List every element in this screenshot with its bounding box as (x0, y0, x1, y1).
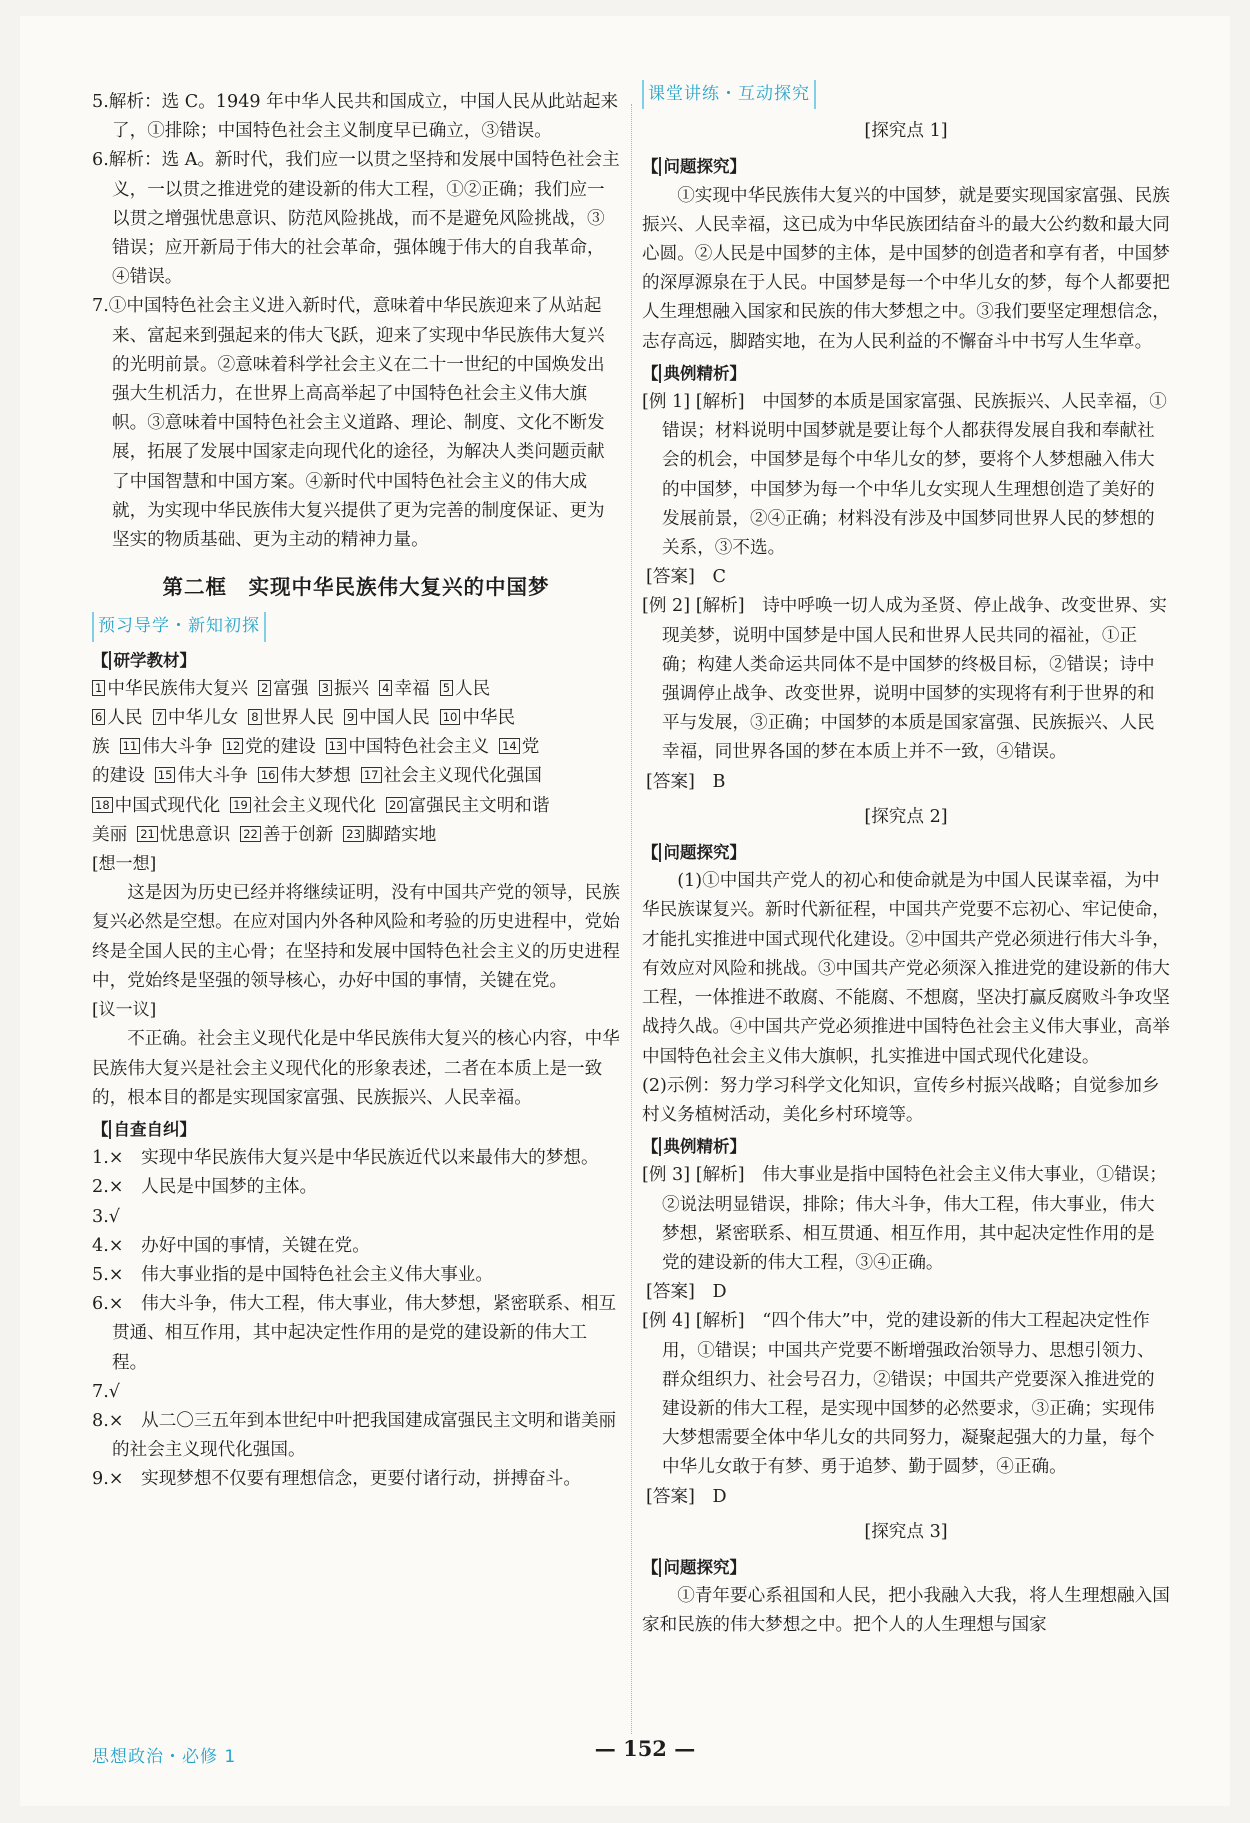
study-item: 18 中国式现代化 (92, 792, 220, 821)
answer-7: 7.①中国特色社会主义进入新时代，意味着中华民族迎来了从站起来、富起来到强起来的伟大飞跃，迎来了实现中华民族伟大复兴的光明前景。②意味着科学社会主义在二十一世纪的中国焕发出强大生机活力，在世界上高高举起了中国特色社会主义伟大旗帜。③意味着中国特色社会主义道路、理论、制度、文化不断发展，拓展了发展中国家走向现代化的途径，为解决人类问题贡献了中国智慧和中国方案。④新时代中国特色社会主义的伟大成就，为实现中华民族伟大复兴提供了更为完善的制度保证、更为坚实的物质基础、更为主动的精神力量。 (92, 296, 605, 551)
check-item: 7.√ (92, 1381, 120, 1402)
check-item: 4.× 办好中国的事情，关键在党。 (92, 1235, 370, 1256)
right-column (642, 78, 1170, 1641)
study-item: 21 忧患意识 (137, 821, 230, 850)
preview-banner: 预习导学・新知初探 (92, 612, 266, 641)
example-1: [例 1] [解析] 中国梦的本质是国家富强、民族振兴、人民幸福，①错误；材料说明中国梦就是要让每个人都获得发展自我和奉献社会的机会，中国梦是每个中华儿女的梦，要将个人梦想融入伟大的中国梦，中国梦为每一个中华儿女实现人生理想创造了美好的发展前景，②④正确；材料没有涉及中国梦同世界人民的梦想的关系，③不选。 (642, 392, 1167, 559)
example-3: [例 3] [解析] 伟大事业是指中国特色社会主义伟大事业，①错误；②说法明显错误，排除；伟大斗争，伟大工程，伟大事业，伟大梦想，紧密联系、相互贯通、相互作用，其中起决定性作用的是党的建设新的伟大工程，③④正确。 (642, 1165, 1167, 1273)
problem-text-1: ①实现中华民族伟大复兴的中国梦，就是要实现国家富强、民族振兴、人民幸福，这已成为中华民族团结奋斗的最大公约数和最大同心圆。②人民是中国梦的主体，是中国梦的创造者和享有者，中国梦的深厚源泉在于人民。中国梦是每一个中华儿女的梦，每个人都要把人生理想融入国家和民族的伟大梦想之中。③我们要坚定理想信念，志存高远，脚踏实地，在为人民利益的不懈奋斗中书写人生华章。 (642, 185, 1170, 352)
item-number: 14 (499, 738, 520, 754)
item-number: 21 (137, 826, 158, 842)
study-item: 7 中华儿女 (153, 704, 239, 733)
study-row (92, 733, 620, 762)
study-item: 19 社会主义现代化 (230, 792, 376, 821)
item-number: 16 (258, 767, 279, 783)
heading-study-materials: 【 研学教材】 (92, 650, 196, 670)
item-number: 8 (248, 709, 261, 725)
study-item: 5 人民 (440, 675, 491, 704)
answer-label: [答案] D (646, 1282, 727, 1303)
discuss-text: 不正确。社会主义现代化是中华民族伟大复兴的核心内容，中华民族伟大复兴是社会主义现代化的形象表述，二者在本质上是一致的，根本目的都是实现国家富强、民族振兴、人民幸福。 (92, 1029, 620, 1108)
heading-problem: 【 问题探究】 (642, 1557, 746, 1577)
item-number: 17 (361, 767, 382, 783)
item-number: 19 (230, 797, 251, 813)
item-number: 3 (319, 680, 332, 696)
study-item: 6 人民 (92, 704, 143, 733)
study-item: 8 世界人民 (248, 704, 334, 733)
study-row (92, 762, 620, 791)
problem-text-2b: (2)示例：努力学习科学文化知识，宣传乡村振兴战略；自觉参加乡村义务植树活动，美化乡村环境等。 (642, 1075, 1160, 1125)
study-item: 22 善于创新 (240, 821, 333, 850)
study-item: 14 党 (499, 733, 539, 762)
study-item: 15 伟大斗争 (155, 762, 248, 791)
answer-label: [答案] B (646, 771, 726, 792)
heading-think: [想一想] (92, 854, 157, 875)
study-item: 12 党的建设 (223, 733, 316, 762)
example-2: [例 2] [解析] 诗中呼唤一切人成为圣贤、停止战争、改变世界、实现美梦，说明中国梦是中国人民和世界人民共同的福祉，①正确；构建人类命运共同体不是中国梦的终极目标，②错误；诗中强调停止战争、改变世界，说明中国梦的实现将有利于世界的和平与发展，③正确；中国梦的本质是国家富强、民族振兴、人民幸福，同世界各国的梦在本质上并不一致，④错误。 (642, 596, 1167, 763)
study-row (92, 675, 620, 704)
example-4: [例 4] [解析] “四个伟大”中，党的建设新的伟大工程起决定性作用，①错误；中国共产党要不断增强政治领导力、思想引领力、群众组织力、社会号召力，②错误；中国共产党要深入推进党的建设新的伟大工程，是实现中国梦的必然要求，③正确；实现伟大梦想需要全体中华儿女的共同努力，凝聚起强大的力量，每个中华儿女敢于有梦、勇于追梦、勤于圆梦，④正确。 (642, 1311, 1155, 1478)
study-row (92, 704, 620, 733)
study-row (92, 821, 620, 850)
explore-point-2: [探究点 2] (864, 806, 948, 827)
section-title: 第二框 实现中华民族伟大复兴的中国梦 (162, 575, 550, 600)
study-item: 的建设 (92, 766, 145, 787)
column-divider (631, 104, 632, 1734)
answer-label: [答案] D (646, 1486, 727, 1507)
check-item: 8.× 从二〇三五年到本世纪中叶把我国建成富强民主文明和谐美丽的社会主义现代化强国。 (92, 1410, 617, 1461)
item-number: 7 (153, 709, 166, 725)
heading-problem: 【 问题探究】 (642, 843, 746, 863)
heading-discuss: [议一议] (92, 1000, 157, 1021)
study-item: 族 (92, 737, 110, 758)
check-item: 3.√ (92, 1206, 120, 1227)
item-number: 15 (155, 767, 176, 783)
left-column (92, 88, 620, 1495)
study-items (92, 675, 620, 850)
study-item: 20 富强民主文明和谐 (386, 792, 549, 821)
subject-label: 思想政治・必修 1 (92, 1747, 237, 1767)
problem-text-2: (1)①中国共产党人的初心和使命就是为中国人民谋幸福，为中华民族谋复兴。新时代新征程，中国共产党要不忘初心、牢记使命，才能扎实推进中国式现代化建设。②中国共产党必须进行伟大斗争，有效应对风险和挑战。③中国共产党必须深入推进党的建设新的伟大工程，一体推进不敢腐、不能腐、不想腐，坚决打赢反腐败斗争攻坚战持久战。④中国共产党必须推进中国特色社会主义伟大事业，高举中国特色社会主义伟大旗帜，扎实推进中国式现代化建设。 (642, 871, 1170, 1067)
study-item: 13 中国特色社会主义 (326, 733, 489, 762)
check-item: 5.× 伟大事业指的是中国特色社会主义伟大事业。 (92, 1264, 493, 1285)
heading-example: 【 典例精析】 (642, 1137, 746, 1157)
item-number: 13 (326, 738, 347, 754)
check-item: 6.× 伟大斗争，伟大工程，伟大事业，伟大梦想，紧密联系、相互贯通、相互作用，其中起决定性作用的是党的建设新的伟大工程。 (92, 1294, 617, 1373)
item-number: 10 (440, 709, 461, 725)
item-number: 20 (386, 797, 407, 813)
problem-text-3: ①青年要心系祖国和人民，把小我融入大我，将人生理想融入国家和民族的伟大梦想之中。把个人的人生理想与国家 (642, 1586, 1170, 1636)
item-number: 9 (344, 709, 357, 725)
item-number: 11 (120, 738, 141, 754)
explore-point-3: [探究点 3] (864, 1521, 948, 1542)
study-item: 10 中华民 (440, 704, 515, 733)
classroom-banner: 课堂讲练・互动探究 (642, 80, 816, 109)
check-item: 9.× 实现梦想不仅要有理想信念，更要付诸行动，拼搏奋斗。 (92, 1469, 581, 1490)
heading-problem: 【 问题探究】 (642, 157, 746, 177)
explore-point-1: [探究点 1] (864, 121, 948, 142)
page-number: — 152 — (594, 1736, 696, 1761)
item-number: 1 (92, 680, 105, 696)
study-item: 9 中国人民 (344, 704, 430, 733)
heading-example: 【 典例精析】 (642, 363, 746, 383)
check-item: 1.× 实现中华民族伟大复兴是中华民族近代以来最伟大的梦想。 (92, 1148, 599, 1169)
item-number: 18 (92, 797, 113, 813)
study-item: 2 富强 (258, 675, 309, 704)
study-item: 美丽 (92, 824, 128, 845)
item-number: 2 (258, 680, 271, 696)
item-number: 5 (440, 680, 453, 696)
item-number: 6 (92, 709, 105, 725)
answer-label: [答案] C (646, 567, 726, 588)
item-number: 12 (223, 738, 244, 754)
study-item: 3 振兴 (319, 675, 370, 704)
document-page (20, 16, 1230, 1806)
study-item: 4 幸福 (379, 675, 430, 704)
answer-6: 6.解析：选 A。新时代，我们应一以贯之坚持和发展中国特色社会主义，一以贯之推进党的建设新的伟大工程，①②正确；我们应一以贯之增强忧患意识、防范风险挑战，而不是避免风险挑战，③错误；应开新局于伟大的社会革命，强体魄于伟大的自我革命，④错误。 (92, 150, 620, 288)
answer-5: 5.解析：选 C。1949 年中华人民共和国成立，中国人民从此站起来了，①排除；中国特色社会主义制度早已确立，③错误。 (92, 92, 619, 142)
heading-self-check: 【 自查自纠】 (92, 1119, 196, 1139)
item-number: 22 (240, 826, 261, 842)
item-number: 23 (343, 826, 364, 842)
item-number: 4 (379, 680, 392, 696)
study-row (92, 792, 620, 821)
study-item: 1 中华民族伟大复兴 (92, 675, 248, 704)
study-item: 23 脚踏实地 (343, 821, 436, 850)
study-item: 11 伟大斗争 (120, 733, 213, 762)
think-text: 这是因为历史已经并将继续证明，没有中国共产党的领导，民族复兴必然是空想。在应对国内外各种风险和考验的历史进程中，党始终是全国人民的主心骨；在坚持和发展中国特色社会主义的历史进程中，党始终是坚强的领导核心，办好中国的事情，关键在党。 (92, 883, 620, 991)
check-item: 2.× 人民是中国梦的主体。 (92, 1177, 318, 1198)
study-item: 17 社会主义现代化强国 (361, 762, 542, 791)
study-item: 16 伟大梦想 (258, 762, 351, 791)
